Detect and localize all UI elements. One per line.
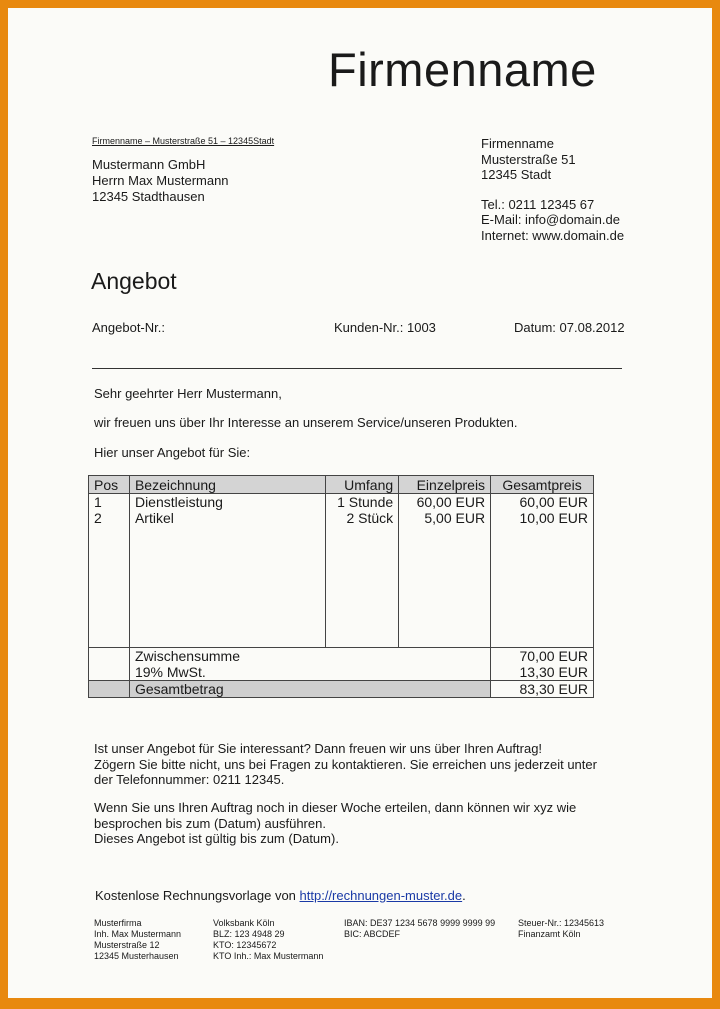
- footer-line: Inh. Max Mustermann: [94, 929, 182, 939]
- divider-line: [92, 368, 622, 369]
- total-value: 83,30 EUR: [491, 681, 594, 698]
- table-header-row: [89, 476, 594, 494]
- recipient-line: 12345 Stadthausen: [92, 189, 205, 204]
- closing-line: der Telefonnummer: 0211 12345.: [94, 772, 285, 787]
- intro-text: wir freuen uns über Ihr Interesse an unserem Service/unseren Produkten.: [94, 415, 518, 430]
- vat-value: 13,30 EUR: [491, 664, 594, 681]
- column-header: Einzelpreis: [399, 476, 491, 494]
- cell-total-price: 10,00 EUR: [491, 510, 594, 526]
- company-contact-block: [481, 136, 624, 243]
- column-header: Bezeichnung: [129, 476, 325, 494]
- footer-iban: [344, 918, 495, 940]
- cell-description: Artikel: [129, 510, 325, 526]
- total-row: [89, 681, 594, 698]
- order-paragraph: [94, 800, 576, 847]
- vat-row: [89, 664, 594, 681]
- order-line: Dieses Angebot ist gültig bis zum (Datum).: [94, 831, 339, 846]
- footer-company: [94, 918, 181, 962]
- cell-quantity: 2 Stück: [326, 510, 399, 526]
- table-empty-space: [89, 526, 594, 648]
- cell-unit-price: 5,00 EUR: [399, 510, 491, 526]
- footer-tax: [518, 918, 604, 940]
- footer-line: BLZ: 123 4948 29: [213, 929, 285, 939]
- subtotal-label: Zwischensumme: [129, 648, 490, 665]
- template-note-end: .: [462, 888, 466, 903]
- offer-intro-text: Hier unser Angebot für Sie:: [94, 445, 251, 460]
- company-phone: Tel.: 0211 12345 67: [481, 196, 595, 212]
- column-header: Umfang: [326, 476, 399, 494]
- total-label: Gesamtbetrag: [129, 681, 490, 698]
- footer-line: IBAN: DE37 1234 5678 9999 9999 99: [344, 918, 496, 928]
- footer-line: Finanzamt Köln: [518, 929, 581, 939]
- table-row: [89, 494, 594, 511]
- company-city: 12345 Stadt: [481, 167, 552, 182]
- vat-label: 19% MwSt.: [129, 664, 490, 681]
- cell-pos: 1: [89, 494, 130, 511]
- offer-number-label: Angebot-Nr.:: [92, 320, 165, 335]
- document-title: Angebot: [91, 268, 177, 294]
- customer-number: Kunden-Nr.: 1003: [334, 320, 436, 335]
- company-name: Firmenname: [481, 136, 554, 151]
- subtotal-row: [89, 648, 594, 665]
- cell-description: Dienstleistung: [129, 494, 325, 511]
- table-row: [89, 510, 594, 526]
- recipient-line: Mustermann GmbH: [92, 157, 206, 172]
- template-note: [95, 888, 466, 904]
- template-link[interactable]: http://rechnungen-muster.de: [299, 888, 463, 903]
- cell-total-price: 60,00 EUR: [491, 494, 594, 511]
- recipient-address: [92, 157, 229, 205]
- footer-line: Musterstraße 12: [94, 940, 160, 950]
- subtotal-value: 70,00 EUR: [491, 648, 594, 665]
- footer-line: Steuer-Nr.: 12345613: [518, 918, 605, 928]
- cell-quantity: 1 Stunde: [326, 494, 399, 511]
- offer-table: [88, 475, 594, 698]
- company-internet: Internet: www.domain.de: [481, 227, 625, 243]
- closing-paragraph: [94, 741, 597, 788]
- order-line: Wenn Sie uns Ihren Auftrag noch in dieser Woche erteilen, dann können wir xyz wie: [94, 800, 577, 815]
- column-header: Pos: [89, 476, 130, 494]
- footer-bank: [213, 918, 323, 962]
- cell-pos: 2: [89, 510, 130, 526]
- footer-line: KTO Inh.: Max Mustermann: [213, 951, 324, 961]
- company-email: E-Mail: info@domain.de: [481, 212, 620, 227]
- document-date: Datum: 07.08.2012: [514, 320, 625, 335]
- column-header: Gesamtpreis: [491, 476, 594, 494]
- company-street: Musterstraße 51: [481, 151, 576, 167]
- closing-line: Zögern Sie bitte nicht, uns bei Fragen zu kontaktieren. Sie erreichen uns jederzeit unter: [94, 756, 597, 772]
- recipient-line: Herrn Max Mustermann: [92, 173, 229, 188]
- order-line: besprochen bis zum (Datum) ausführen.: [94, 815, 326, 831]
- cell-unit-price: 60,00 EUR: [399, 494, 491, 511]
- sender-address-line: Firmenname – Musterstraße 51 – 12345Stadt: [92, 136, 275, 146]
- document-page: [8, 8, 712, 998]
- footer-line: Volksbank Köln: [213, 918, 275, 928]
- closing-line: Ist unser Angebot für Sie interessant? Dann freuen wir uns über Ihren Auftrag!: [94, 741, 543, 756]
- footer-line: 12345 Musterhausen: [94, 951, 179, 961]
- footer-line: BIC: ABCDEF: [344, 929, 401, 939]
- salutation: Sehr geehrter Herr Mustermann,: [94, 386, 282, 401]
- footer-line: Musterfirma: [94, 918, 142, 928]
- company-title: Firmenname: [328, 43, 597, 96]
- template-note-text: Kostenlose Rechnungsvorlage von: [95, 888, 300, 903]
- footer-line: KTO: 12345672: [213, 940, 277, 950]
